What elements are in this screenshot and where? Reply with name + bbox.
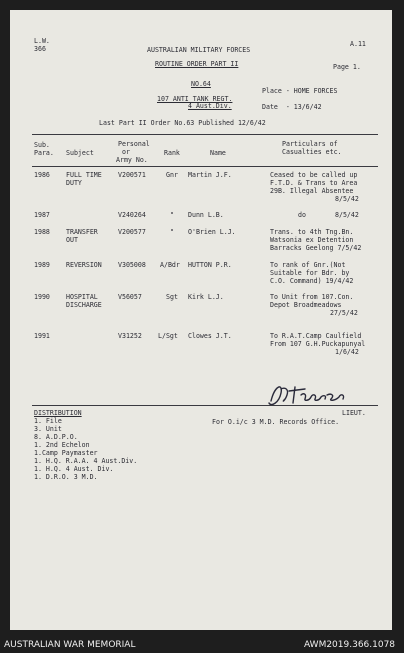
row-number: V31252 [118,332,142,340]
signature-for-line: For O.i/c 3 M.D. Records Office. [212,418,340,426]
row-subject: REVERSION [66,261,102,269]
header-rank: Rank [164,149,180,157]
row-subject-2: OUT [66,236,78,244]
row-name: O'Brien L.J. [188,228,236,236]
row-number: V200571 [118,171,146,179]
footer-bar [0,630,404,653]
last-order-line: Last Part II Order No.63 Published 12/6/42 [99,119,266,127]
row-rank: Sgt [166,293,178,301]
row-name: Martin J.F. [188,171,232,179]
unit-line-1: 107 ANTI TANK REGT. [157,95,233,103]
header-name: Name [210,149,226,157]
distribution-item: 1.Camp Paymaster [34,449,98,457]
header-subject: Subject [66,149,94,157]
row-name: Kirk L.J. [188,293,224,301]
footer-credit: AUSTRALIAN WAR MEMORIAL [4,640,136,650]
row-number: V240264 [118,211,146,219]
distribution-heading: DISTRIBUTION [34,409,82,417]
row-rank: " [170,211,174,219]
signature-rule [32,405,378,406]
row-particulars: To rank of Gnr.(Not [270,261,346,269]
row-particulars: To Unit from 107.Con. [270,293,354,301]
row-particulars: To R.A.T.Camp Caulfield [270,332,362,340]
page-number: Page 1. [333,63,361,71]
signature-rank: LIEUT. [342,409,366,417]
row-particulars-2: Depot Broadmeadows [270,301,342,309]
row-particulars-2: Suitable for Bdr. by [270,269,350,277]
row-particulars-3: 27/5/42 [330,309,358,317]
row-rank: Gnr [166,171,178,179]
header-army-no: Army No. [116,156,148,164]
header-sub: Sub. [34,141,50,149]
org-title: AUSTRALIAN MILITARY FORCES [147,46,251,54]
order-title: ROUTINE ORDER PART II [155,60,239,68]
order-number: NO.64 [191,80,211,88]
row-subject: HOSPITAL [66,293,98,301]
top-right-code: A.11 [350,40,366,48]
row-particulars-3: C.O. Command) 19/4/42 [270,277,354,285]
table-header-rule [32,166,378,167]
distribution-item: 8. A.D.P.O. [34,433,78,441]
row-para: 1990 [34,293,50,301]
row-subject: FULL TIME [66,171,102,179]
row-rank: A/Bdr [160,261,180,269]
row-name: Clowes J.T. [188,332,232,340]
row-particulars-4: 8/5/42 [335,195,359,203]
row-para: 1988 [34,228,50,236]
distribution-item: 1. H.Q. 4 Aust. Div. [34,465,114,473]
row-number: V200577 [118,228,146,236]
row-particulars-3: 1/6/42 [335,348,359,356]
row-subject-2: DUTY [66,179,82,187]
row-particulars: do [298,211,306,219]
row-number: V305008 [118,261,146,269]
row-rank: " [170,228,174,236]
row-para: 1991 [34,332,50,340]
row-subject: TRANSFER [66,228,98,236]
header-particulars: Particulars of [282,140,338,148]
row-particulars-2: From 107 G.H.Puckapunyal [270,340,366,348]
date: Date - 13/6/42 [262,103,322,111]
row-name: HUTTON P.R. [188,261,232,269]
row-particulars-3: 29B. Illegal Absentee [270,187,354,195]
header-personal: Personal [118,140,150,148]
row-particulars-2: F.T.D. & Trans to Area [270,179,358,187]
distribution-item: 1. H.Q. R.A.A. 4 Aust.Div. [34,457,138,465]
header-para: Para. [34,149,54,157]
top-left-code: L.W. [34,37,50,45]
row-name: Dunn L.B. [188,211,224,219]
distribution-item: 1. File [34,417,62,425]
row-particulars-3: Barracks Geelong 7/5/42 [270,244,362,252]
row-number: V56057 [118,293,142,301]
distribution-item: 1. D.R.O. 3 M.D. [34,473,98,481]
top-left-code-number: 366 [34,45,46,53]
row-particulars-2: 8/5/42 [335,211,359,219]
row-para: 1986 [34,171,50,179]
place: Place - HOME FORCES [262,87,338,95]
row-particulars-2: Watsonia ex Detention [270,236,354,244]
row-particulars: Trans. to 4th Tng.Bn. [270,228,354,236]
distribution-item: 3. Unit [34,425,62,433]
distribution-item: 1. 2nd Echelon [34,441,90,449]
row-rank: L/Sgt [158,332,178,340]
table-top-rule [32,134,378,135]
row-subject-2: DISCHARGE [66,301,102,309]
row-para: 1989 [34,261,50,269]
footer-accession-number: AWM2019.366.1078 [304,640,396,650]
row-particulars: Ceased to be called up [270,171,358,179]
row-para: 1987 [34,211,50,219]
header-casualties: Casualties etc. [282,148,342,156]
header-or: or [122,148,130,156]
unit-line-2: 4 Aust.Div. [188,102,232,110]
